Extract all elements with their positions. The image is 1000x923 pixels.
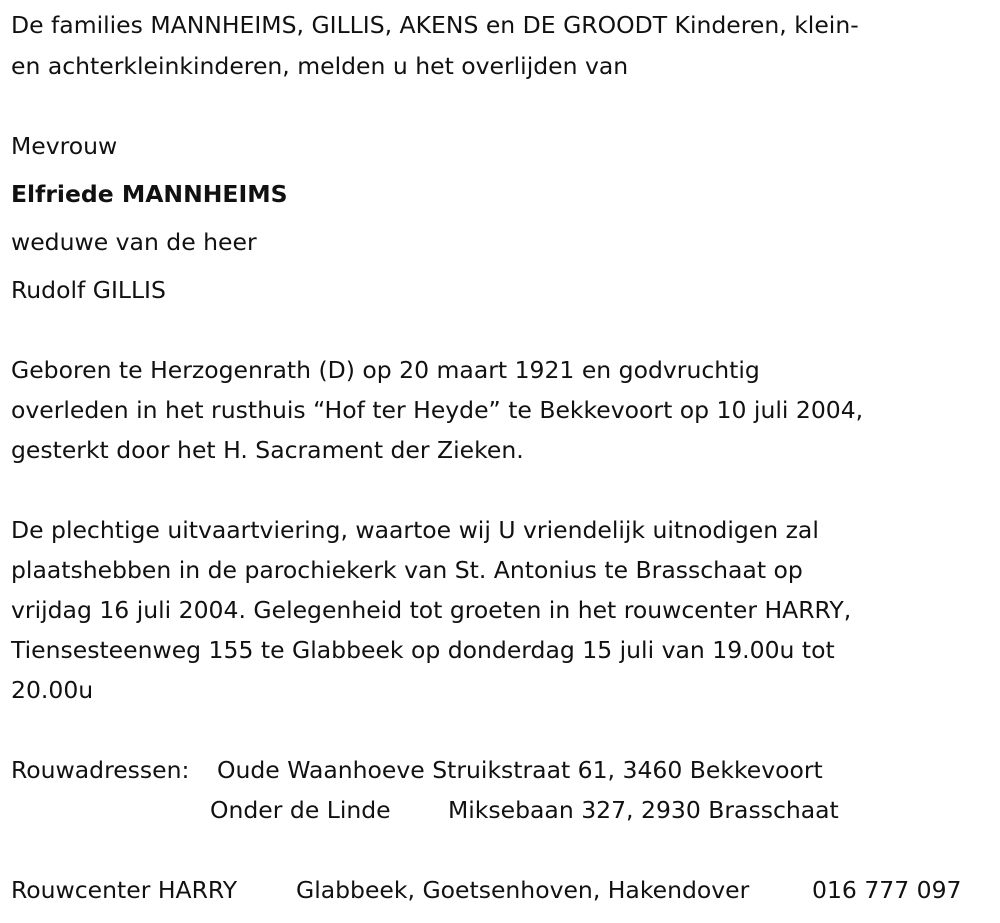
ceremony-line-3: vrijdag 16 juli 2004. Gelegenheid tot groeten in het rouwcenter HARRY, bbox=[11, 596, 852, 624]
deceased-title: Mevrouw bbox=[11, 132, 118, 160]
funeral-home-locations: Glabbeek, Goetsenhoven, Hakendover bbox=[296, 876, 750, 904]
ceremony-line-5: 20.00u bbox=[11, 676, 94, 704]
funeral-home-phone: 016 777 097 bbox=[812, 876, 962, 904]
address-2-street: Miksebaan 327, 2930 Brasschaat bbox=[448, 796, 839, 824]
deceased-relation: weduwe van de heer bbox=[11, 228, 257, 256]
funeral-home-name: Rouwcenter HARRY bbox=[11, 876, 238, 904]
intro-line-1: De families MANNHEIMS, GILLIS, AKENS en DE GROODT Kinderen, klein- bbox=[11, 11, 859, 39]
deceased-name: Elfriede MANNHEIMS bbox=[11, 180, 288, 208]
birth-death-line-3: gesterkt door het H. Sacrament der Zieken. bbox=[11, 436, 524, 464]
addresses-label: Rouwadressen: bbox=[11, 756, 190, 784]
ceremony-line-2: plaatshebben in de parochiekerk van St. Antonius te Brasschaat op bbox=[11, 556, 803, 584]
deceased-spouse: Rudolf GILLIS bbox=[11, 276, 166, 304]
address-1: Oude Waanhoeve Struikstraat 61, 3460 Bekkevoort bbox=[217, 756, 823, 784]
ceremony-line-4: Tiensesteenweg 155 te Glabbeek op donderdag 15 juli van 19.00u tot bbox=[11, 636, 835, 664]
intro-line-2: en achterkleinkinderen, melden u het overlijden van bbox=[11, 52, 629, 80]
ceremony-line-1: De plechtige uitvaartviering, waartoe wij U vriendelijk uitnodigen zal bbox=[11, 516, 819, 544]
birth-death-line-2: overleden in het rusthuis “Hof ter Heyde” te Bekkevoort op 10 juli 2004, bbox=[11, 396, 864, 424]
birth-death-line-1: Geboren te Herzogenrath (D) op 20 maart 1921 en godvruchtig bbox=[11, 356, 760, 384]
address-2-name: Onder de Linde bbox=[210, 796, 391, 824]
